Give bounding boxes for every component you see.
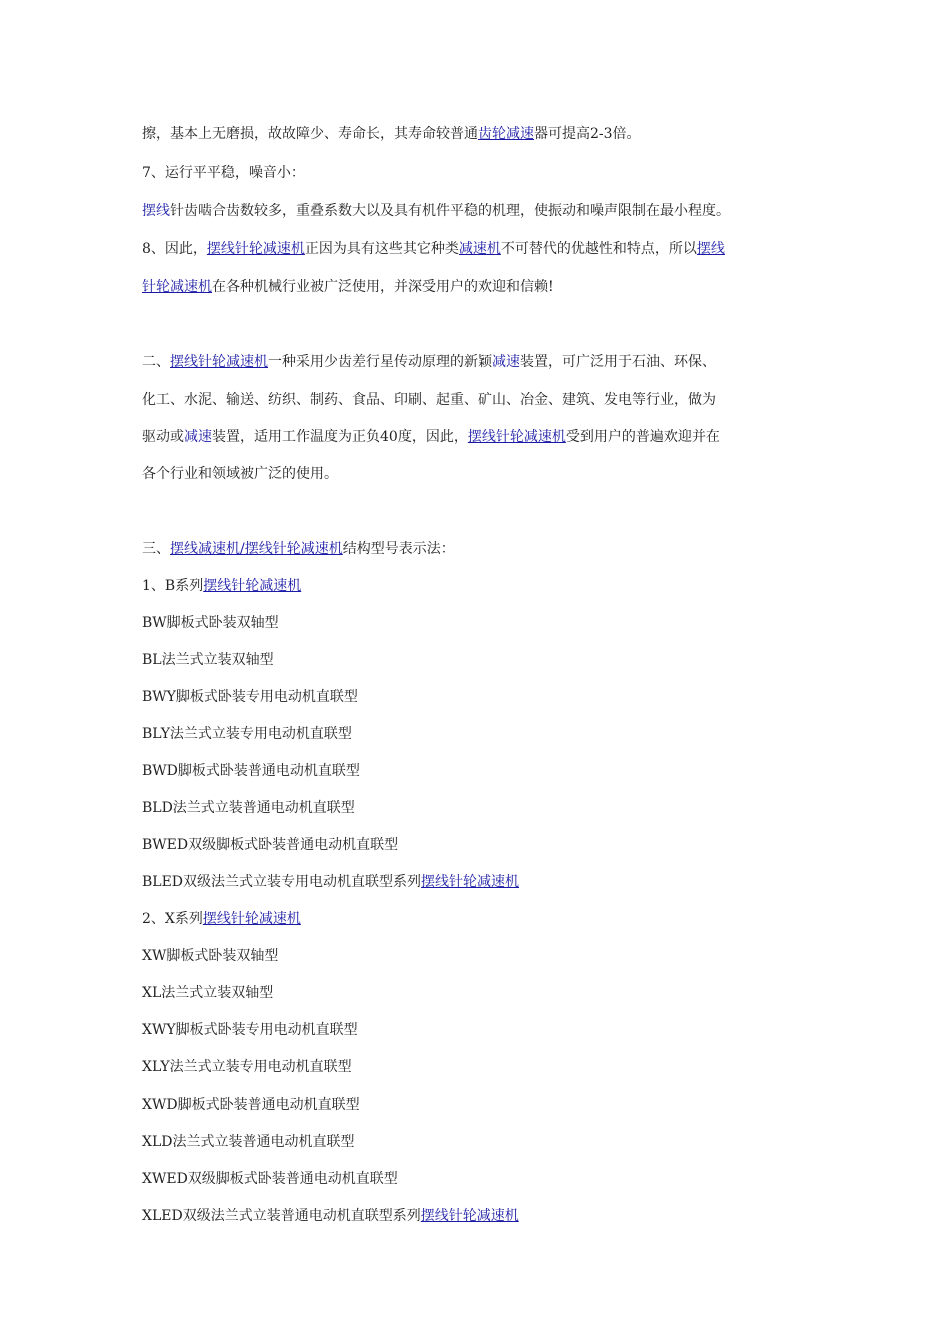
b-series-item: BLD法兰式立装普通电动机直联型 <box>142 800 355 816</box>
x-series-heading: 2、X系列摆线针轮减速机 <box>142 911 301 927</box>
section-2-line3: 驱动或减速装置，适用工作温度为正负40度，因此，摆线针轮减速机受到用户的普遍欢迎并在 <box>142 429 720 445</box>
link-cycloid-pinwheel-reducer[interactable]: 摆线针轮减速机 <box>206 241 305 257</box>
link-cycloid-pinwheel-reducer[interactable]: 摆线针轮减速机 <box>202 911 301 927</box>
section-2-line1: 二、摆线针轮减速机一种采用少齿差行星传动原理的新颖减速装置，可广泛用于石油、环保、 <box>142 354 716 370</box>
b-series-item: BWY脚板式卧装专用电动机直联型 <box>142 689 358 705</box>
b-series-item: BWED双级脚板式卧装普通电动机直联型 <box>142 837 399 853</box>
section-3-heading: 三、摆线减速机/摆线针轮减速机结构型号表示法： <box>142 541 455 557</box>
section-2-line4: 各个行业和领域被广泛的使用。 <box>142 466 338 482</box>
section-2-line2: 化工、水泥、输送、纺织、制药、食品、印刷、起重、矿山、冶金、建筑、发电等行业，做为 <box>142 392 716 408</box>
link-pinwheel-reducer-cont[interactable]: 针轮减速机 <box>142 279 212 295</box>
link-cycloid-reducer-pair[interactable]: 摆线减速机/摆线针轮减速机 <box>170 541 343 557</box>
link-gear-reducer[interactable]: 齿轮减速 <box>478 126 534 142</box>
item-7-heading: 7、运行平平稳，噪音小： <box>142 165 305 181</box>
paragraph-conclusion-line1: 8、因此，摆线针轮减速机正因为具有这些其它种类减速机不可替代的优越性和特点，所以摆线 <box>142 241 725 257</box>
link-cycloid-pinwheel-reducer[interactable]: 摆线针轮减速机 <box>421 874 520 890</box>
x-series-item: XW脚板式卧装双轴型 <box>142 948 279 964</box>
link-cycloid-pinwheel-reducer[interactable]: 摆线针轮减速机 <box>467 429 566 445</box>
x-series-item: XL法兰式立装双轴型 <box>142 985 274 1001</box>
link-reducer[interactable]: 减速机 <box>458 241 501 257</box>
x-series-item: XLY法兰式立装专用电动机直联型 <box>142 1059 352 1075</box>
x-series-item: XWD脚板式卧装普通电动机直联型 <box>142 1097 360 1113</box>
x-series-item-last: XLED双级法兰式立装普通电动机直联型系列摆线针轮减速机 <box>142 1208 519 1224</box>
b-series-item: BLY法兰式立装专用电动机直联型 <box>142 726 352 742</box>
b-series-item: BW脚板式卧装双轴型 <box>142 615 279 631</box>
paragraph-conclusion-line2: 针轮减速机在各种机械行业被广泛使用，并深受用户的欢迎和信赖! <box>142 279 554 295</box>
link-cycloid-pinwheel-reducer[interactable]: 摆线针轮减速机 <box>420 1208 519 1224</box>
x-series-item: XWY脚板式卧装专用电动机直联型 <box>142 1022 358 1038</box>
x-series-item: XLD法兰式立装普通电动机直联型 <box>142 1134 355 1150</box>
link-cycloid-pinwheel-reducer[interactable]: 摆线针轮减速机 <box>170 354 268 370</box>
b-series-item: BWD脚板式卧装普通电动机直联型 <box>142 763 360 779</box>
link-cycloid-pinwheel-reducer[interactable]: 摆线针轮减速机 <box>203 578 302 594</box>
b-series-item-last: BLED双级法兰式立装专用电动机直联型系列摆线针轮减速机 <box>142 874 520 890</box>
b-series-heading: 1、B系列摆线针轮减速机 <box>142 578 302 594</box>
x-series-item: XWED双级脚板式卧装普通电动机直联型 <box>142 1171 398 1187</box>
paragraph-meshing: 摆线针齿啮合齿数较多，重叠系数大以及具有机件平稳的机理，使振动和噪声限制在最小程度。 <box>142 203 730 219</box>
b-series-item: BL法兰式立装双轴型 <box>142 652 274 668</box>
paragraph-lifespan: 擦，基本上无磨损，故故障少、寿命长，其寿命较普通齿轮减速器可提高2-3倍。 <box>142 126 641 142</box>
link-cycloid-start[interactable]: 摆线 <box>696 241 725 257</box>
